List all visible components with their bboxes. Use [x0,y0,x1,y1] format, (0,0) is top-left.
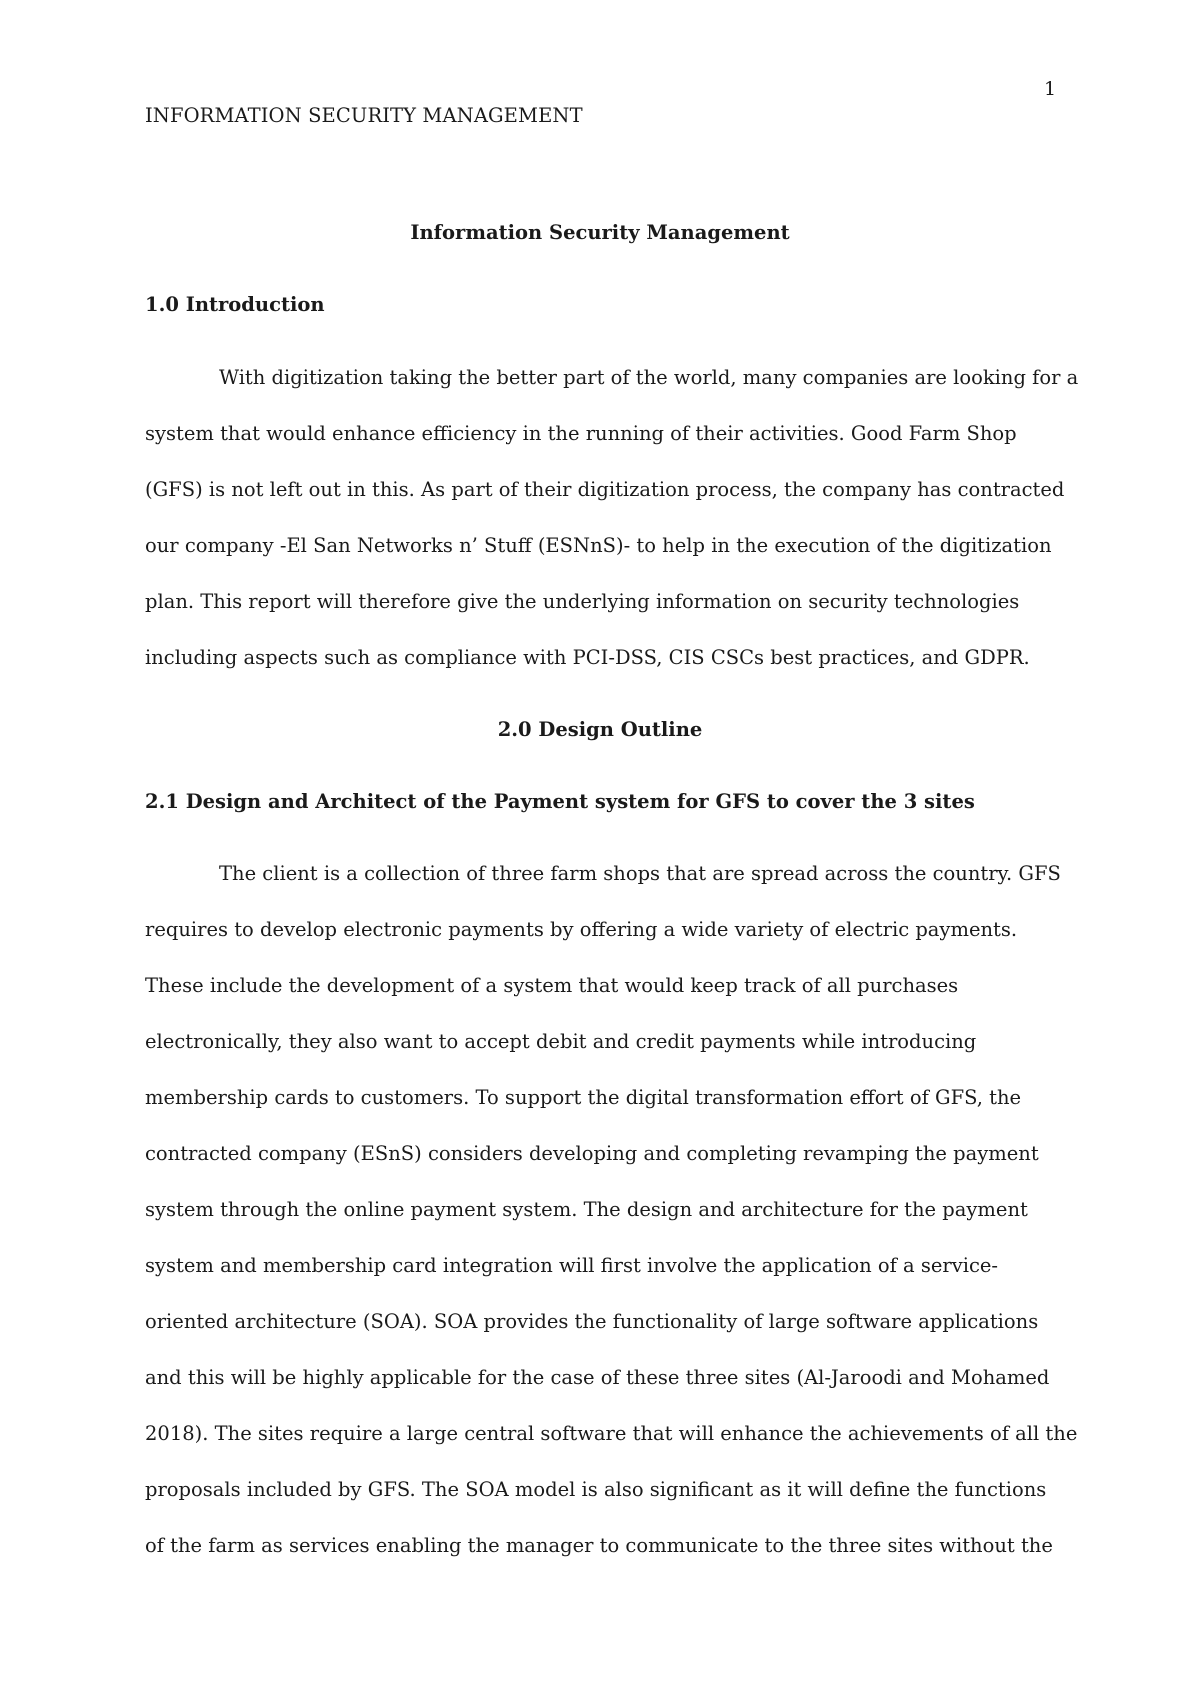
paragraph-line: plan. This report will therefore give the underlying information on security technologies [145,590,1020,613]
page-number: 1 [1044,78,1057,100]
running-head: INFORMATION SECURITY MANAGEMENT [145,104,583,127]
paragraph-line: requires to develop electronic payments by offering a wide variety of electric payments. [145,918,1018,941]
paragraph-line: (GFS) is not left out in this. As part of their digitization process, the company has contracted [145,478,1065,501]
paragraph-line: 2018). The sites require a large central software that will enhance the achievements of all the [145,1422,1078,1445]
paragraph-line: electronically, they also want to accept debit and credit payments while introducing [145,1030,977,1053]
document-title: Information Security Management [410,221,790,244]
paragraph-line: and this will be highly applicable for the case of these three sites (Al-Jaroodi and Mohamed [145,1366,1050,1389]
paragraph-line: With digitization taking the better part of the world, many companies are looking for a [219,366,1079,389]
paragraph-line: system that would enhance efficiency in the running of their activities. Good Farm Shop [145,422,1017,445]
paragraph-line: proposals included by GFS. The SOA model is also significant as it will define the functions [145,1478,1047,1501]
paragraph-line: of the farm as services enabling the manager to communicate to the three sites without the [145,1534,1053,1557]
paragraph-line: system through the online payment system. The design and architecture for the payment [145,1198,1028,1221]
paragraph-line: system and membership card integration will first involve the application of a service- [145,1254,999,1277]
section-heading-introduction: 1.0 Introduction [145,293,325,316]
paragraph-line: our company -El San Networks n’ Stuff (ESNnS)- to help in the execution of the digitization [145,534,1052,557]
paragraph-line: membership cards to customers. To support the digital transformation effort of GFS, the [145,1086,1022,1109]
subsection-heading-payment-system: 2.1 Design and Architect of the Payment system for GFS to cover the 3 sites [145,790,975,813]
paragraph-line: These include the development of a system that would keep track of all purchases [145,974,959,997]
paragraph-line: The client is a collection of three farm shops that are spread across the country. GFS [219,862,1061,885]
paragraph-line: oriented architecture (SOA). SOA provides the functionality of large software applications [145,1310,1039,1333]
paragraph-line: contracted company (ESnS) considers developing and completing revamping the payment [145,1142,1039,1165]
section-heading-design-outline: 2.0 Design Outline [497,718,703,741]
paragraph-line: including aspects such as compliance with PCI-DSS, CIS CSCs best practices, and GDPR. [145,646,1030,669]
